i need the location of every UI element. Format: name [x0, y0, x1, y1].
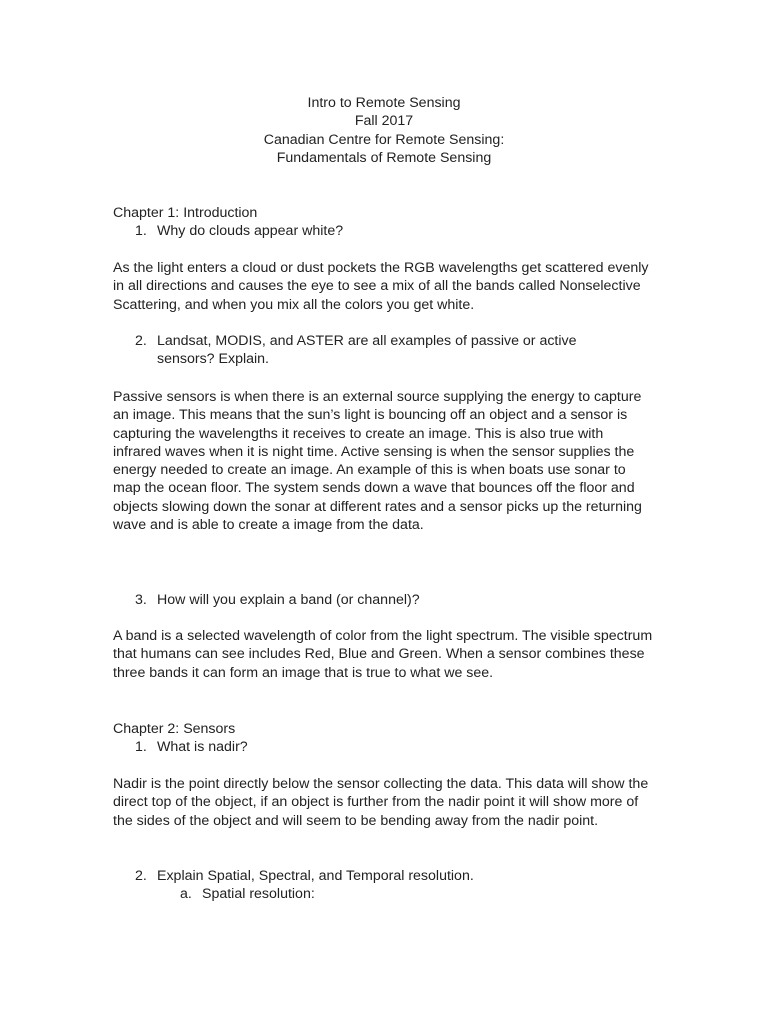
question-text: Landsat, MODIS, and ASTER are all examples of passive or active sensors? Explain. — [157, 333, 577, 368]
chapter2-title: Chapter 2: Sensors — [113, 721, 236, 737]
answer-paragraph: Nadir is the point directly below the sensor collecting the data. This data will show the direct top of the object, if an object is further from the nadir point it will show more of the sides of the object and will seem to be bending away from the nadir point. — [113, 776, 649, 829]
subquestion-item — [180, 885, 653, 903]
question-item — [135, 332, 653, 369]
chapter1-heading-block — [113, 204, 653, 241]
question-block — [113, 867, 653, 904]
question-number: 2. — [135, 333, 147, 349]
document-header — [0, 94, 768, 167]
question-number: 3. — [135, 592, 147, 608]
question-item — [135, 222, 653, 240]
subquestion-text: Spatial resolution: — [202, 886, 315, 903]
question-item — [135, 867, 653, 885]
source-title: Canadian Centre for Remote Sensing: — [263, 131, 505, 148]
question-block — [113, 332, 653, 369]
question-number: 1. — [135, 739, 147, 756]
question-text: Why do clouds appear white? — [157, 223, 344, 240]
subquestion-letter: a. — [180, 886, 192, 903]
question-number: 1. — [135, 223, 147, 240]
chapter2-heading-block — [113, 720, 653, 757]
chapter1-title: Chapter 1: Introduction — [113, 205, 258, 221]
question-item — [135, 738, 653, 756]
answer-paragraph: As the light enters a cloud or dust pockets the RGB wavelengths get scattered evenly in all directions and causes the eye to see a mix of all the bands called Nonselective Scattering, and when you mix all the colors you get white. — [113, 260, 649, 313]
course-title: Intro to Remote Sensing — [307, 95, 461, 111]
term: Fall 2017 — [354, 113, 414, 130]
answer-paragraph: Passive sensors is when there is an external source supplying the energy to capture an image. This means that the sun’s light is bouncing off an object and a sensor is capturing the wavelengths it receives to create an image. This is also true with infrared waves when it is night time. Active sensing is when the sensor supplies the energy needed to create an image. An example of this is when boats use sonar to map the ocean floor. The system sends down a wave that bounces off the floor and objects slowing down the sonar at different rates and a sensor picks up the returning wave and is able to create a image from the data. — [113, 389, 642, 534]
question-number: 2. — [135, 868, 147, 884]
question-item — [135, 591, 653, 609]
question-text: Explain Spatial, Spectral, and Temporal resolution. — [157, 868, 474, 884]
question-text: How will you explain a band (or channel)? — [157, 592, 420, 608]
question-block — [113, 591, 653, 609]
answer-paragraph: A band is a selected wavelength of color from the light spectrum. The visible spectrum that humans can see includes Red, Blue and Green. When a sensor combines these three bands it can form an image that is true to what we see. — [113, 628, 653, 681]
source-subtitle: Fundamentals of Remote Sensing — [276, 149, 492, 166]
question-text: What is nadir? — [157, 739, 248, 756]
